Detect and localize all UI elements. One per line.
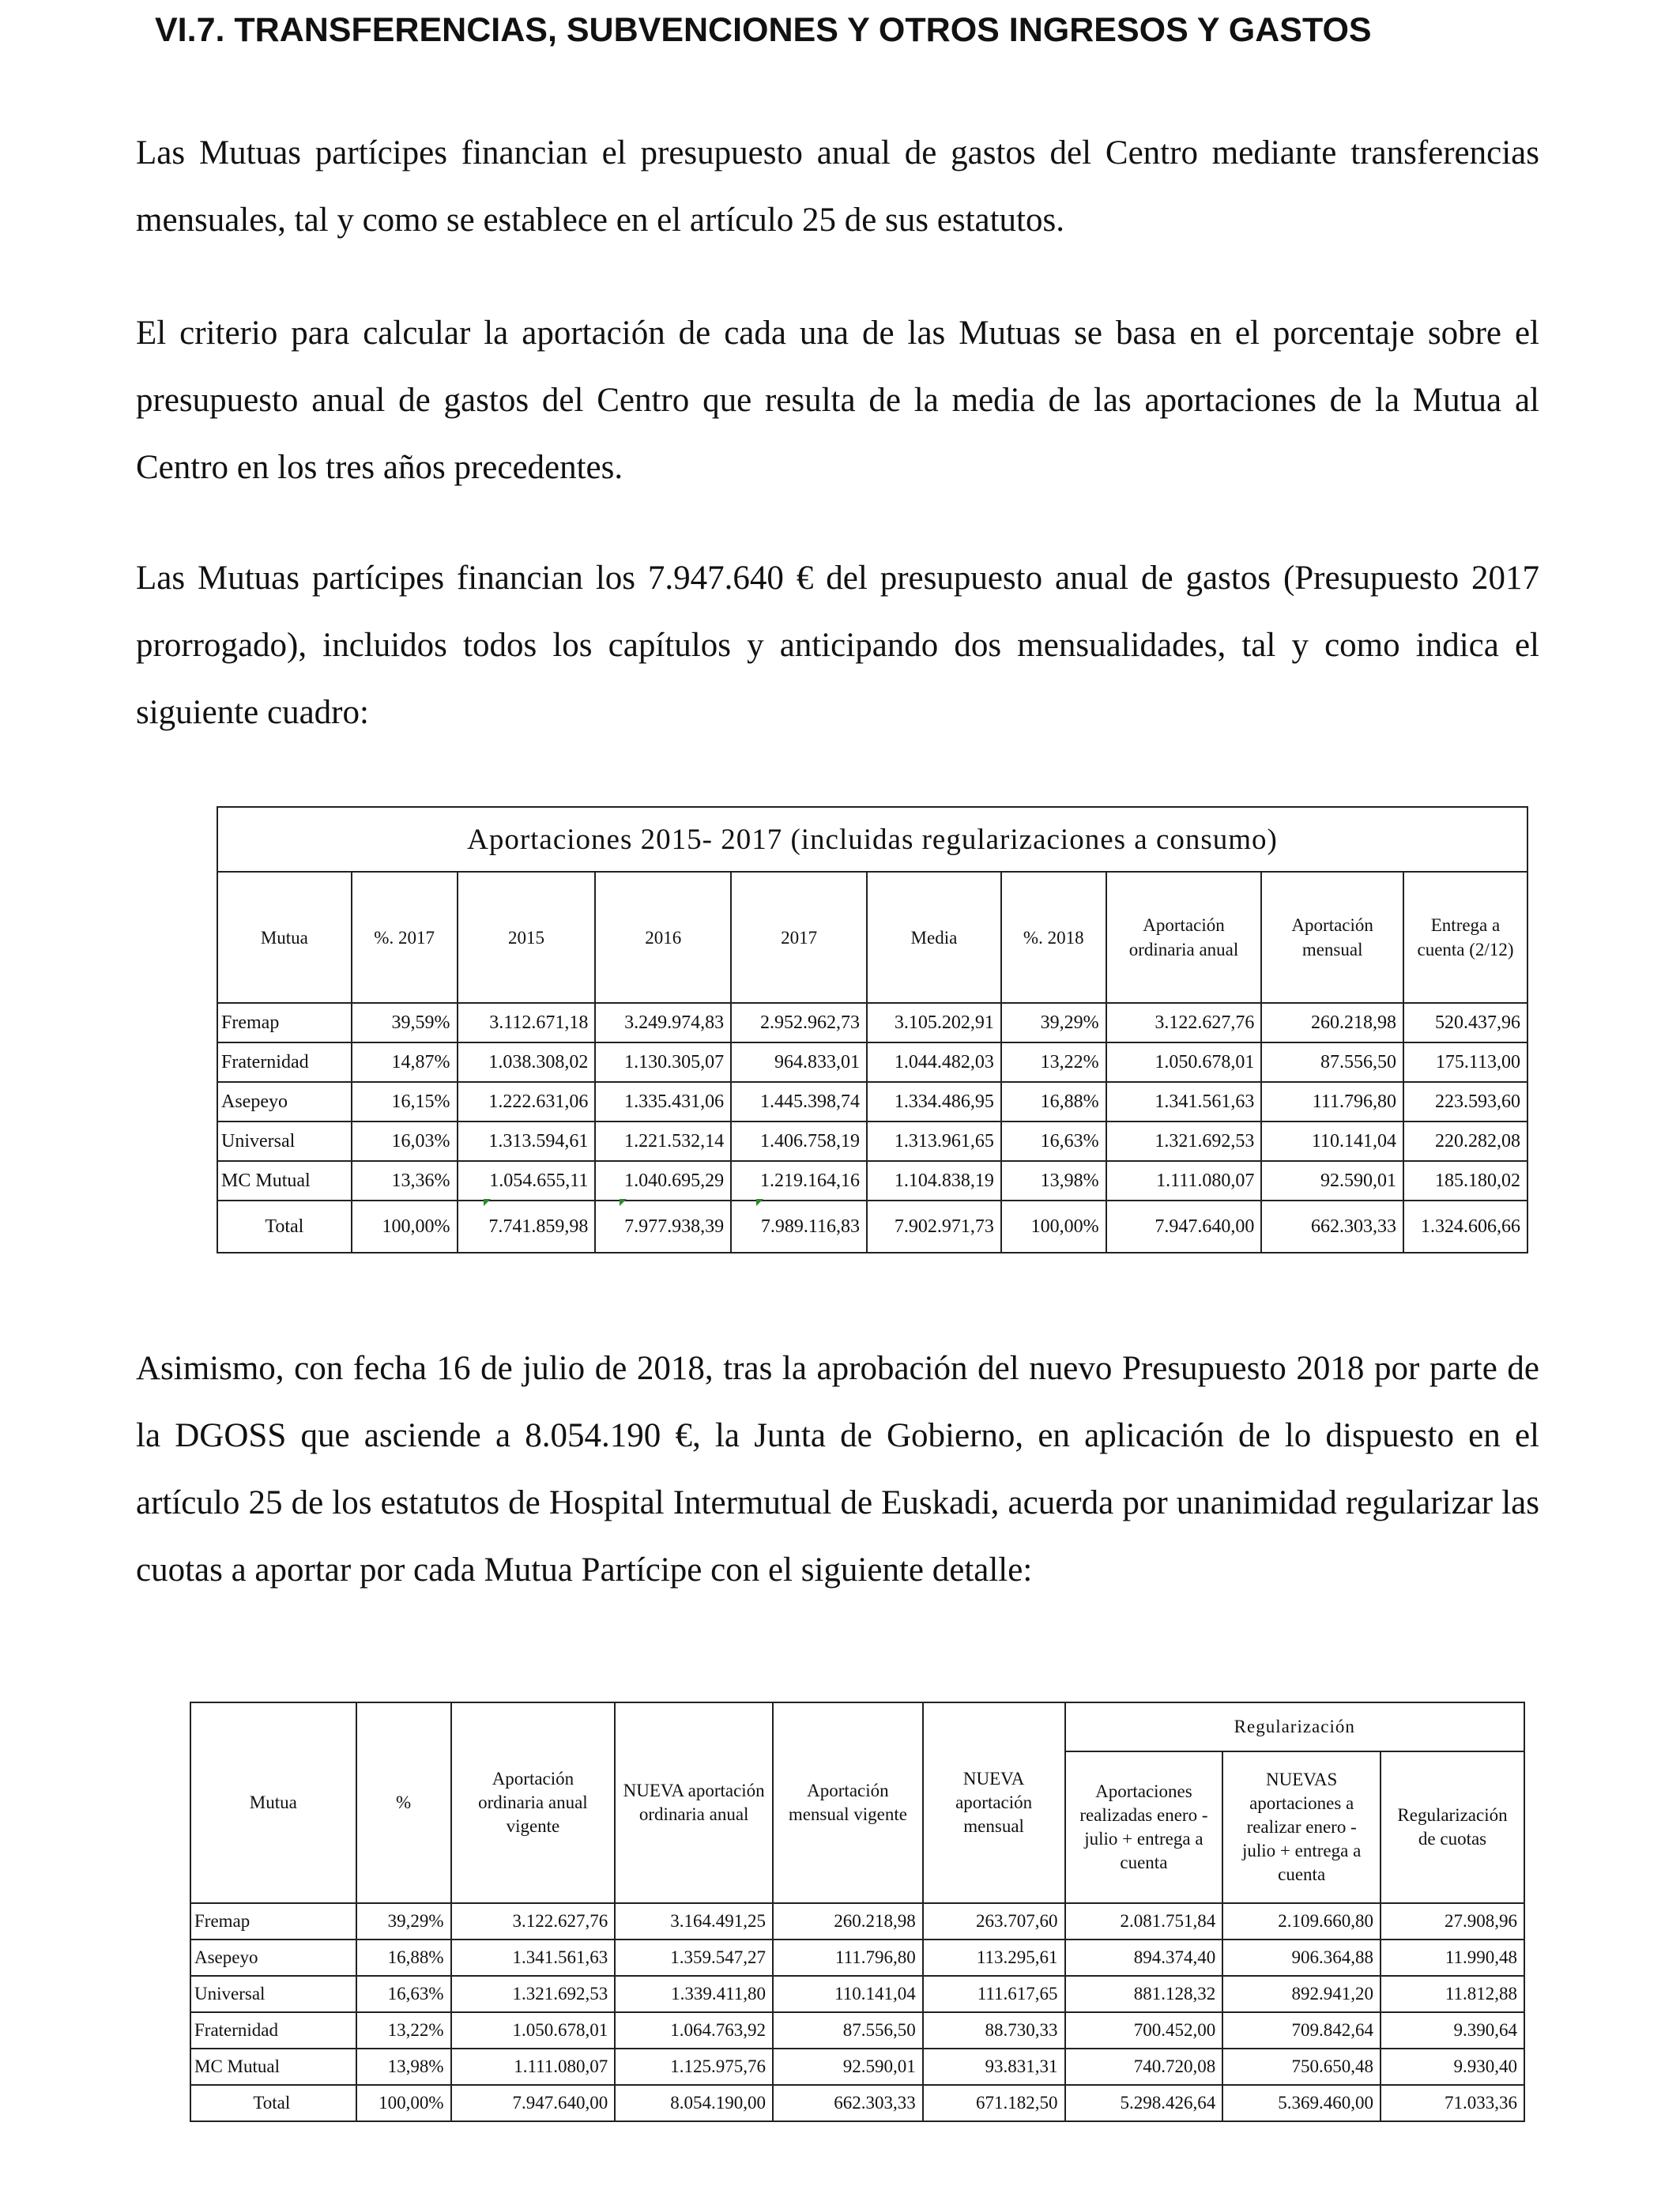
table-cell: 740.720,08 — [1065, 2049, 1223, 2085]
table-cell: 1.321.692,53 — [1106, 1122, 1262, 1161]
table-cell: 2.081.751,84 — [1065, 1903, 1223, 1940]
table-cell: 2.109.660,80 — [1222, 1903, 1381, 1940]
contributions-table-title: Aportaciones 2015- 2017 (incluidas regularizaciones a consumo) — [217, 807, 1527, 872]
col-header: 2017 — [731, 872, 867, 1003]
table-cell: 1.104.838,19 — [867, 1161, 1001, 1201]
table-row — [217, 1003, 1527, 1042]
mutua-name-cell: Fremap — [217, 1003, 352, 1042]
table-row — [217, 1082, 1527, 1122]
table-cell: 13,36% — [352, 1161, 458, 1201]
table-cell: 93.831,31 — [923, 2049, 1065, 2085]
table-cell: 1.130.305,07 — [595, 1042, 731, 1082]
table-cell: 1.341.561,63 — [1106, 1082, 1262, 1122]
table-cell: 1.359.547,27 — [615, 1940, 773, 1976]
table-cell: 263.707,60 — [923, 1903, 1065, 1940]
table-cell: 39,29% — [1001, 1003, 1106, 1042]
table-cell: 16,88% — [1001, 1082, 1106, 1122]
table-cell: 8.054.190,00 — [615, 2085, 773, 2121]
table-cell: 11.990,48 — [1381, 1940, 1524, 1976]
table-cell: 1.313.961,65 — [867, 1122, 1001, 1161]
table-cell: 1.044.482,03 — [867, 1042, 1001, 1082]
col-header: Aportación mensual — [1261, 872, 1403, 1003]
table-cell: 1.321.692,53 — [451, 1976, 616, 2012]
mutua-name-cell: Asepeyo — [217, 1082, 352, 1122]
mutua-name-cell: Fremap — [190, 1903, 356, 1940]
table-cell: 88.730,33 — [923, 2012, 1065, 2049]
table-cell: 87.556,50 — [773, 2012, 923, 2049]
table-cell: 5.369.460,00 — [1222, 2085, 1381, 2121]
table-cell: 92.590,01 — [1261, 1161, 1403, 1201]
table-cell: 7.947.640,00 — [1106, 1201, 1262, 1253]
table-cell: 9.930,40 — [1381, 2049, 1524, 2085]
col-header: 2015 — [458, 872, 596, 1003]
regularization-table — [190, 1702, 1525, 2122]
table-cell: 39,59% — [352, 1003, 458, 1042]
table-row — [190, 1903, 1524, 1940]
table-cell: Total — [190, 2085, 356, 2121]
table-cell: 3.122.627,76 — [451, 1903, 616, 1940]
table-cell: 964.833,01 — [731, 1042, 867, 1082]
col-header: Regularización de cuotas — [1381, 1751, 1524, 1903]
col-header: Aportación ordinaria anual — [1106, 872, 1262, 1003]
table-cell — [458, 1201, 596, 1253]
table-cell: 1.219.164,16 — [731, 1161, 867, 1201]
table-cell: 1.038.308,02 — [458, 1042, 596, 1082]
table-cell: 1.339.411,80 — [615, 1976, 773, 2012]
table-row — [217, 1161, 1527, 1201]
col-header: Mutua — [190, 1702, 356, 1903]
table-cell: 1.054.655,11 — [458, 1161, 596, 1201]
table-cell: 260.218,98 — [1261, 1003, 1403, 1042]
col-header: %. 2018 — [1001, 872, 1106, 1003]
table-cell: 16,63% — [356, 1976, 451, 2012]
table-cell: 220.282,08 — [1403, 1122, 1527, 1161]
table-cell: 1.111.080,07 — [451, 2049, 616, 2085]
table-cell: 1.221.532,14 — [595, 1122, 731, 1161]
col-header: 2016 — [595, 872, 731, 1003]
section-heading: VI.7. TRANSFERENCIAS, SUBVENCIONES Y OTROS INGRESOS Y GASTOS — [155, 11, 1372, 49]
col-header: %. 2017 — [352, 872, 458, 1003]
table-cell: 2.952.962,73 — [731, 1003, 867, 1042]
cell-value: 7.741.859,98 — [488, 1216, 589, 1237]
table-cell: 709.842,64 — [1222, 2012, 1381, 2049]
table-cell: 92.590,01 — [773, 2049, 923, 2085]
table-row — [217, 1042, 1527, 1082]
mutua-name-cell: Universal — [217, 1122, 352, 1161]
paragraph-budget-2017: Las Mutuas partícipes financian los 7.947.640 € del presupuesto anual de gastos (Presupuesto 2017 prorrogado), incluidos todos los capítulos y anticipando dos mensualidades, tal y como indica el siguiente cuadro: — [136, 560, 1539, 731]
table-cell: 662.303,33 — [1261, 1201, 1403, 1253]
table-cell: 13,98% — [1001, 1161, 1106, 1201]
table-row — [217, 1122, 1527, 1161]
cell-value: 7.977.938,39 — [624, 1216, 725, 1237]
col-header: Aportación mensual vigente — [773, 1702, 923, 1903]
col-header: NUEVA aportación ordinaria anual — [615, 1702, 773, 1903]
table-cell: 110.141,04 — [773, 1976, 923, 2012]
table-cell: 1.334.486,95 — [867, 1082, 1001, 1122]
table-cell: 260.218,98 — [773, 1903, 923, 1940]
mutua-name-cell: MC Mutual — [217, 1161, 352, 1201]
col-header: % — [356, 1702, 451, 1903]
contributions-table — [217, 806, 1528, 1253]
table-cell: 13,22% — [356, 2012, 451, 2049]
table-cell: 881.128,32 — [1065, 1976, 1223, 2012]
table-row — [190, 1976, 1524, 2012]
table-cell: Total — [217, 1201, 352, 1253]
table-cell: 662.303,33 — [773, 2085, 923, 2121]
table-cell: 1.222.631,06 — [458, 1082, 596, 1122]
table-cell: 750.650,48 — [1222, 2049, 1381, 2085]
table-cell: 7.947.640,00 — [451, 2085, 616, 2121]
table-cell: 1.341.561,63 — [451, 1940, 616, 1976]
table-cell: 894.374,40 — [1065, 1940, 1223, 1976]
table-cell: 3.164.491,25 — [615, 1903, 773, 1940]
table-row — [190, 1940, 1524, 1976]
table-cell: 9.390,64 — [1381, 2012, 1524, 2049]
table-cell: 520.437,96 — [1403, 1003, 1527, 1042]
table-cell: 1.050.678,01 — [451, 2012, 616, 2049]
col-header: Mutua — [217, 872, 352, 1003]
mutua-name-cell: Asepeyo — [190, 1940, 356, 1976]
table-cell: 100,00% — [352, 1201, 458, 1253]
table-cell: 1.335.431,06 — [595, 1082, 731, 1122]
table-cell: 16,15% — [352, 1082, 458, 1122]
table-cell — [731, 1201, 867, 1253]
table-cell: 111.617,65 — [923, 1976, 1065, 2012]
col-header: Entrega a cuenta (2/12) — [1403, 872, 1527, 1003]
col-header: Aportación ordinaria anual vigente — [451, 1702, 616, 1903]
table-cell: 71.033,36 — [1381, 2085, 1524, 2121]
table-cell: 3.122.627,76 — [1106, 1003, 1262, 1042]
paragraph-regularization: Asimismo, con fecha 16 de julio de 2018, tras la aprobación del nuevo Presupuesto 2018 por parte de la DGOSS que asciende a 8.054.190 €, la Junta de Gobierno, en aplicación de lo dispuesto en el artículo 25 de los estatutos de Hospital Intermutual de Euskadi, acuerda por unanimidad regularizar las cuotas a aportar por cada Mutua Partícipe con el siguiente detalle: — [136, 1350, 1539, 1589]
mutua-name-cell: Universal — [190, 1976, 356, 2012]
table-cell: 3.249.974,83 — [595, 1003, 731, 1042]
mutua-name-cell: Fraternidad — [217, 1042, 352, 1082]
table-cell: 1.050.678,01 — [1106, 1042, 1262, 1082]
table-total-row — [190, 2085, 1524, 2121]
table-cell: 1.324.606,66 — [1403, 1201, 1527, 1253]
table-cell: 11.812,88 — [1381, 1976, 1524, 2012]
table-cell: 1.445.398,74 — [731, 1082, 867, 1122]
table-cell: 175.113,00 — [1403, 1042, 1527, 1082]
table-cell: 16,03% — [352, 1122, 458, 1161]
mutua-name-cell: Fraternidad — [190, 2012, 356, 2049]
table-cell: 113.295,61 — [923, 1940, 1065, 1976]
table-cell: 16,63% — [1001, 1122, 1106, 1161]
table-cell: 3.112.671,18 — [458, 1003, 596, 1042]
table-cell: 7.902.971,73 — [867, 1201, 1001, 1253]
col-header: NUEVA aportación mensual — [923, 1702, 1065, 1903]
table-cell: 223.593,60 — [1403, 1082, 1527, 1122]
paragraph-financing: Las Mutuas partícipes financian el presupuesto anual de gastos del Centro mediante transferencias mensuales, tal y como se establece en el artículo 25 de sus estatutos. — [136, 134, 1539, 239]
regularization-group-header: Regularización — [1065, 1702, 1524, 1751]
table-cell: 1.111.080,07 — [1106, 1161, 1262, 1201]
table-cell: 5.298.426,64 — [1065, 2085, 1223, 2121]
table-cell: 39,29% — [356, 1903, 451, 1940]
col-header: Media — [867, 872, 1001, 1003]
table-cell: 1.406.758,19 — [731, 1122, 867, 1161]
col-header: Aportaciones realizadas enero - julio + entrega a cuenta — [1065, 1751, 1223, 1903]
table-cell: 111.796,80 — [1261, 1082, 1403, 1122]
table-total-row — [217, 1201, 1527, 1253]
cell-value: 7.989.116,83 — [760, 1216, 860, 1237]
table-cell: 87.556,50 — [1261, 1042, 1403, 1082]
table-cell: 1.313.594,61 — [458, 1122, 596, 1161]
table-cell: 13,98% — [356, 2049, 451, 2085]
table-row — [190, 2049, 1524, 2085]
table-cell: 185.180,02 — [1403, 1161, 1527, 1201]
contributions-table-header — [217, 872, 1527, 1003]
table-cell: 111.796,80 — [773, 1940, 923, 1976]
table-cell: 892.941,20 — [1222, 1976, 1381, 2012]
table-cell: 1.064.763,92 — [615, 2012, 773, 2049]
table-cell: 906.364,88 — [1222, 1940, 1381, 1976]
table-row — [190, 2012, 1524, 2049]
table-cell: 700.452,00 — [1065, 2012, 1223, 2049]
table-cell: 100,00% — [1001, 1201, 1106, 1253]
table-cell — [595, 1201, 731, 1253]
table-cell: 110.141,04 — [1261, 1122, 1403, 1161]
table-cell: 16,88% — [356, 1940, 451, 1976]
table-cell: 13,22% — [1001, 1042, 1106, 1082]
mutua-name-cell: MC Mutual — [190, 2049, 356, 2085]
paragraph-criteria: El criterio para calcular la aportación de cada una de las Mutuas se basa en el porcentaje sobre el presupuesto anual de gastos del Centro que resulta de la media de las aportaciones de la Mutua al Centro en los tres años precedentes. — [136, 315, 1539, 486]
table-cell: 671.182,50 — [923, 2085, 1065, 2121]
table-cell: 100,00% — [356, 2085, 451, 2121]
table-cell: 14,87% — [352, 1042, 458, 1082]
col-header: NUEVAS aportaciones a realizar enero - julio + entrega a cuenta — [1222, 1751, 1381, 1903]
table-cell: 1.040.695,29 — [595, 1161, 731, 1201]
table-cell: 1.125.975,76 — [615, 2049, 773, 2085]
table-cell: 27.908,96 — [1381, 1903, 1524, 1940]
table-cell: 3.105.202,91 — [867, 1003, 1001, 1042]
